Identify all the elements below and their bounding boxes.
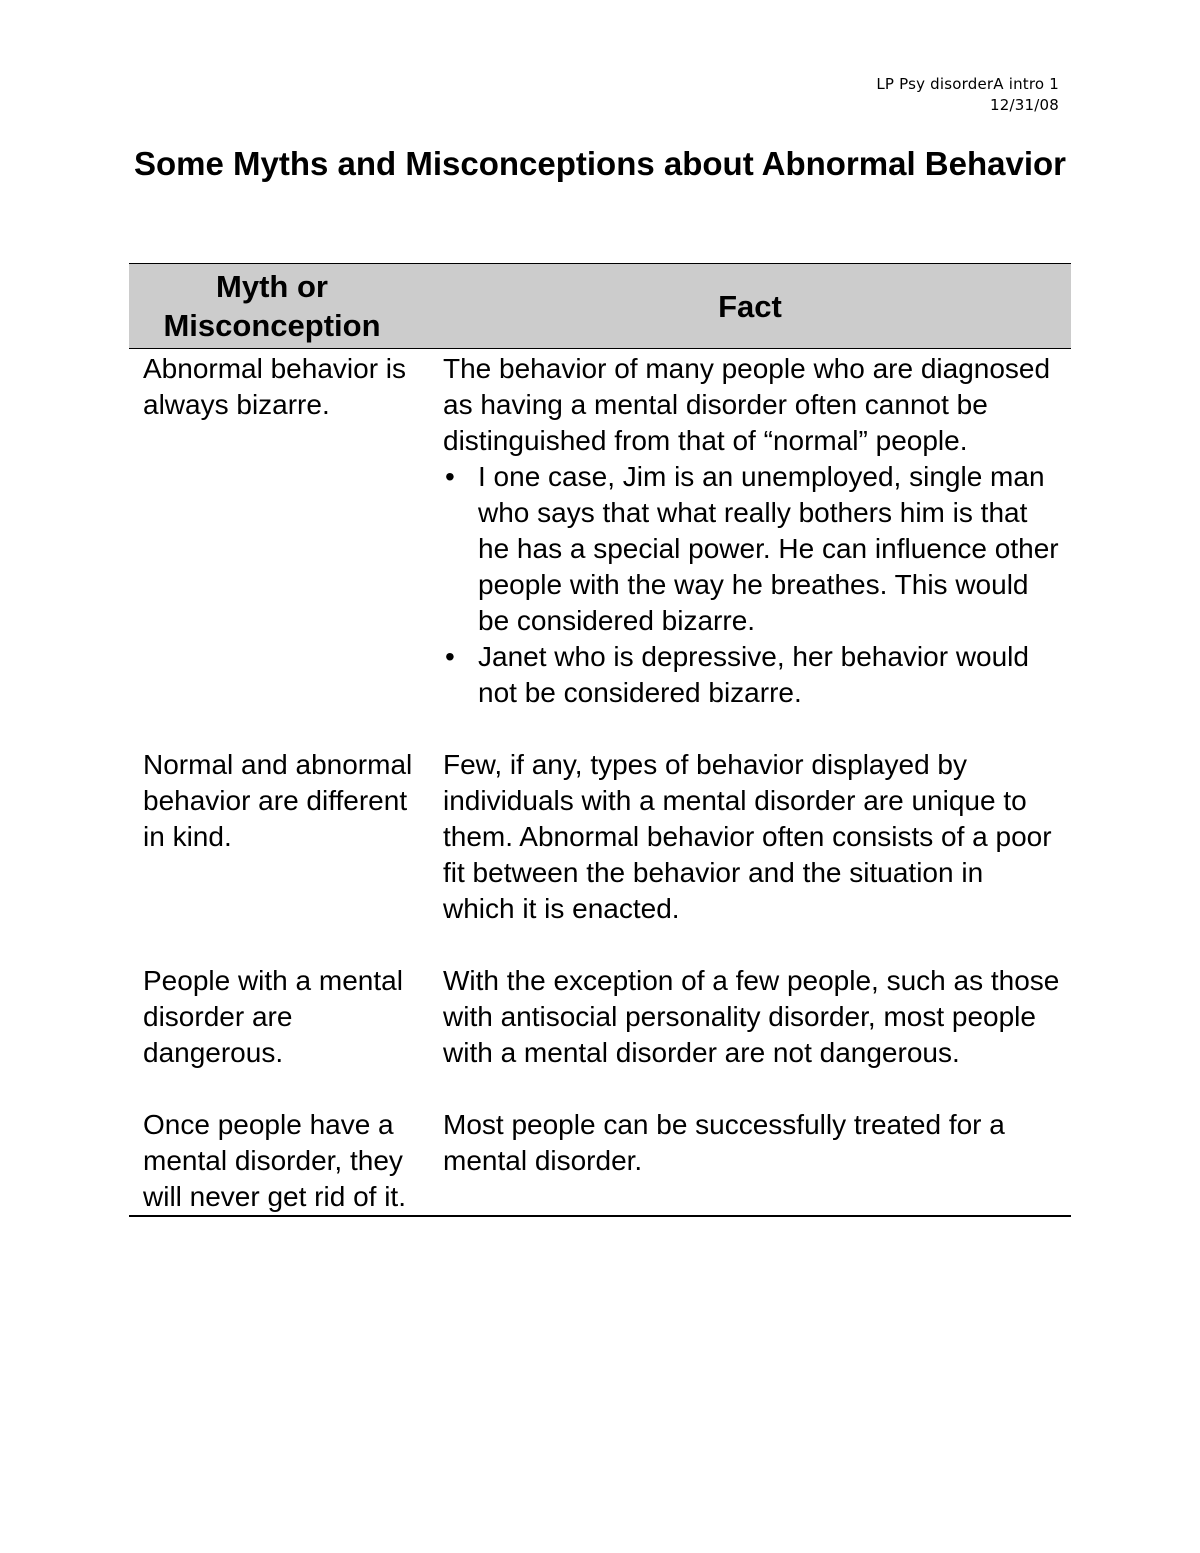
table-header-row [129, 264, 1071, 349]
fact-bullet-list [443, 459, 1061, 711]
page-title: Some Myths and Misconceptions about Abnormal Behavior [133, 145, 1067, 182]
myth-cell: Once people have a mental disorder, they will never get rid of it. [129, 1107, 429, 1216]
bullet-icon: • [445, 641, 455, 672]
myth-cell: Normal and abnormal behavior are different in kind. [143, 749, 413, 852]
header-note [876, 74, 1059, 116]
bullet-icon: • [445, 461, 455, 492]
fact-cell: With the exception of a few people, such as those with antisocial personality disorder, most people with a mental disorder are not dangerous. [443, 965, 1060, 1068]
myth-cell: Abnormal behavior is always bizarre. [143, 353, 407, 420]
fact-text: The behavior of many people who are diagnosed as having a mental disorder often cannot be distinguished from that of “normal” people. [443, 353, 1051, 456]
table-row [129, 963, 1071, 1107]
fact-cell [429, 349, 1071, 748]
table-row [129, 747, 1071, 963]
table-row [129, 1107, 1071, 1216]
bullet-text: Janet who is depressive, her behavior would not be considered bizarre. [478, 641, 1029, 708]
list-item [443, 639, 1061, 711]
header-myth: Myth or Misconception [129, 264, 429, 349]
header-fact: Fact [429, 264, 1071, 349]
fact-cell: Most people can be successfully treated for a mental disorder. [429, 1107, 1071, 1216]
header-note-line-1: LP Psy disorderA intro 1 [876, 75, 1059, 93]
list-item [443, 459, 1061, 639]
fact-cell: Few, if any, types of behavior displayed by individuals with a mental disorder are unique to them. Abnormal behavior often consists of a poor fit between the behavior and the situation in which it is enacted. [443, 749, 1052, 924]
table-row [129, 349, 1071, 748]
bullet-text: I one case, Jim is an unemployed, single man who says that what really bothers him is that he has a special power. He can influence other people with the way he breathes. This would be considered bizarre. [478, 461, 1059, 636]
myth-fact-table [129, 263, 1071, 1217]
myth-cell: People with a mental disorder are dangerous. [143, 965, 403, 1068]
header-note-date: 12/31/08 [990, 96, 1059, 114]
